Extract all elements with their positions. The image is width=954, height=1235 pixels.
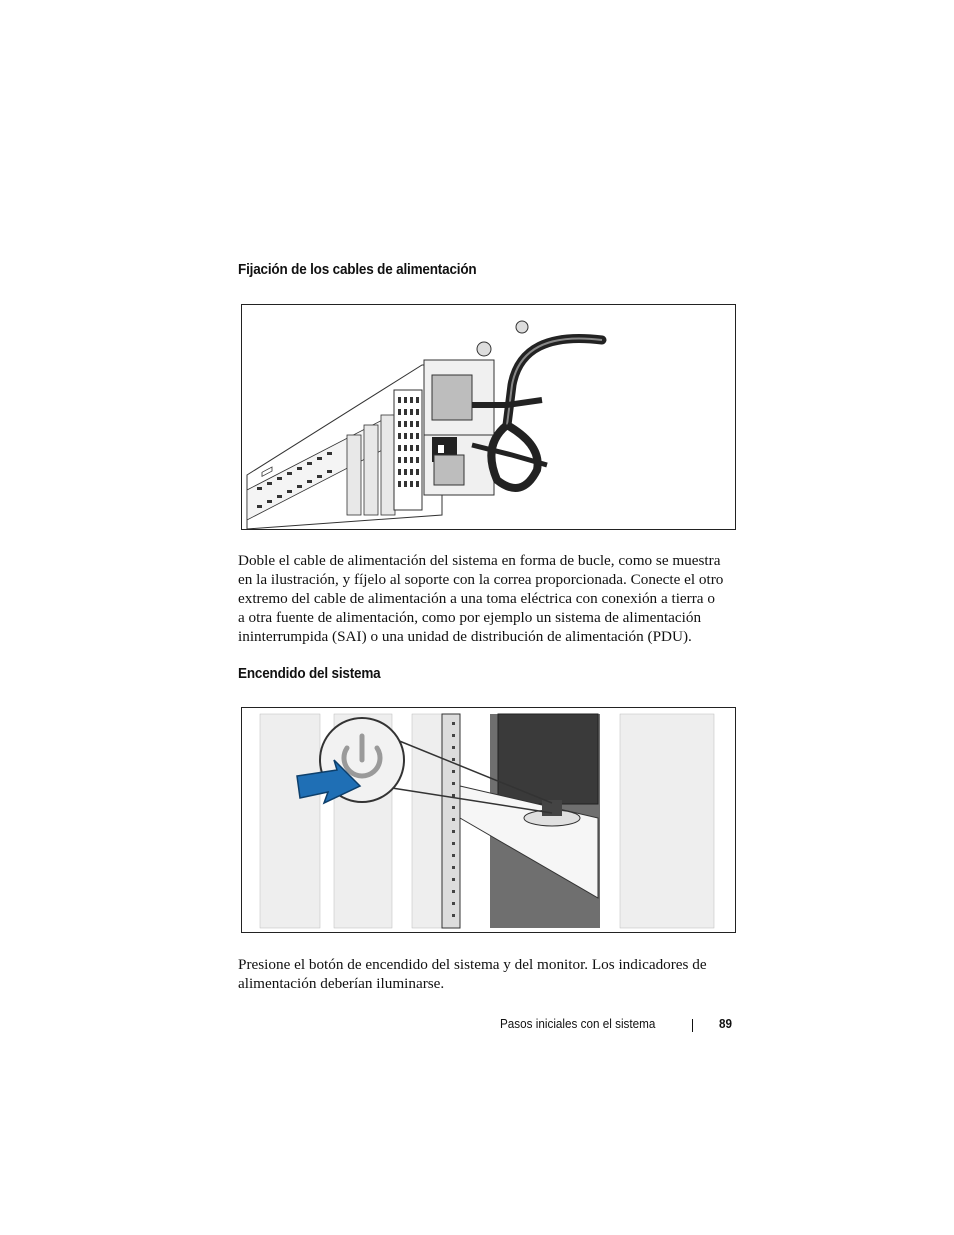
power-on-drawing xyxy=(242,708,735,932)
paragraph-line: extremo del cable de alimentación a una toma eléctrica con conexión a tierra o xyxy=(238,590,715,607)
paragraph-line: ininterrumpida (SAI) o una unidad de distribución de alimentación (PDU). xyxy=(238,628,692,645)
footer-section-title: Pasos iniciales con el sistema xyxy=(500,1016,656,1031)
section-heading-power-cables: Fijación de los cables de alimentación xyxy=(238,261,477,278)
power-cable-instructions xyxy=(238,551,738,646)
section-heading-power-on: Encendido del sistema xyxy=(238,665,381,682)
power-cable-illustration xyxy=(241,304,736,530)
paragraph-line: a otra fuente de alimentación, como por ejemplo un sistema de alimentación xyxy=(238,609,702,626)
power-on-instructions xyxy=(238,955,738,993)
power-cable-drawing xyxy=(242,305,735,529)
power-on-illustration xyxy=(241,707,736,933)
page-number: 89 xyxy=(719,1016,733,1031)
paragraph-line: en la ilustración, y fíjelo al soporte con la correa proporcionada. Conecte el otro xyxy=(238,571,724,588)
paragraph-line: Presione el botón de encendido del sistema y del monitor. Los indicadores de xyxy=(238,956,707,973)
paragraph-line: alimentación deberían iluminarse. xyxy=(238,975,445,992)
paragraph-line: Doble el cable de alimentación del sistema en forma de bucle, como se muestra xyxy=(238,552,721,569)
footer-separator xyxy=(692,1019,693,1032)
